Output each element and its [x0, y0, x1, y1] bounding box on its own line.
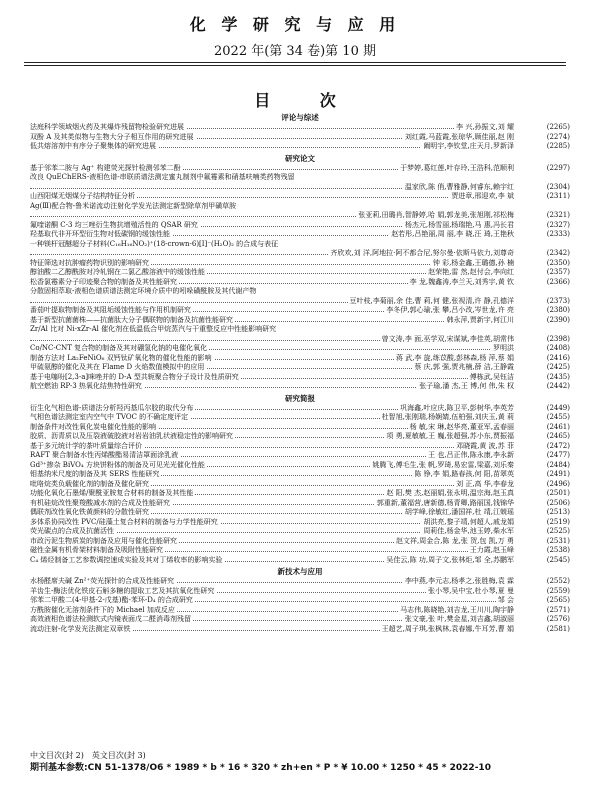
- entry-authors: 傅栋武,吴钰洁: [469, 372, 514, 381]
- entry-title: 气相色谱法测定室内空气中 TVOC 的不确定度评定: [30, 413, 189, 421]
- entry-title: 醇油酸二乙醇酰胺对冷轧钢在二氯乙酸溶液中的缓蚀性能: [30, 268, 205, 276]
- entry-page: (2455): [546, 413, 570, 421]
- entry-page: (2491): [546, 470, 570, 478]
- entry-title: 胶质、沥青质以及压裂液破胶液对岩岩油乳状液稳定性的影响研究: [30, 432, 233, 440]
- entry-title: RAFT 聚合制备水性丙烯酸酯易清洁罩面涂乳液: [30, 451, 179, 459]
- entry-authors: 陈 铮,李 娟,路春孩,何 阳,苗翠英: [414, 470, 514, 478]
- toc-entry[interactable]: [30, 354, 570, 364]
- toc-entry[interactable]: [30, 442, 570, 452]
- toc-entry[interactable]: [30, 556, 570, 566]
- toc-entry[interactable]: [30, 451, 570, 461]
- toc-entry[interactable]: [30, 164, 570, 174]
- toc-entry[interactable]: [30, 240, 570, 259]
- entry-title: 一种镁杆冠醚超分子材料(C₁₆H₁₆NO₂)⁺(18-crown-6)[I]⁻(H₂O)₂ 的合成与表征: [30, 239, 279, 248]
- toc-entry[interactable]: [30, 221, 570, 231]
- entry-page: (2425): [546, 363, 570, 371]
- toc-entry[interactable]: [30, 432, 570, 442]
- entry-title: 有机硅烷改性聚羧酸减水剂的合成及性能研究: [30, 498, 170, 507]
- entry-title: 改良 QuEChERS-液相色谱-串联质谱法测定蜜丸制剂中氟霉素和硝基呋喃类药物残留: [30, 173, 295, 181]
- entry-page: (2519): [546, 517, 570, 526]
- toc-entry[interactable]: [30, 625, 570, 635]
- entry-authors: 张小琴,吴中宝,杜小琴,夏 曼: [428, 586, 514, 595]
- entry-authors: 吴佳云,陈 功,周子文,张林炬,邹 全,苏鹏军: [386, 555, 514, 564]
- toc-title: 目 次: [254, 91, 358, 110]
- entry-title: 基于邻苯二胺与 Ag⁺ 构建荧光探针检测邻苯二酚: [30, 163, 181, 172]
- entry-authors: 杜智旭,张刚瑞,杨娴婧,伍柏强,刘庆玉,黄 莉: [381, 413, 514, 421]
- toc-entry[interactable]: [30, 192, 570, 202]
- entry-page: (2545): [546, 555, 570, 564]
- entry-authors: 钟 彩,杨金鑫,王璐德,孙 楠: [432, 258, 514, 267]
- entry-authors: 张亚莉,田璐肖,智静婷,哈 娟,郭龙美,张旭刚,祁松梅: [358, 211, 514, 219]
- entry-page: (2565): [546, 596, 570, 604]
- entry-page: (2525): [546, 527, 570, 535]
- entry-authors: 温家欣,陈 俏,曹雅静,何睿东,赖宇红: [404, 182, 514, 191]
- entry-authors: 胡学峰,徐敏红,潘国祥,杜 靖,江兢瑶: [404, 508, 514, 516]
- entry-page: (2366): [546, 277, 570, 286]
- toc-entry[interactable]: [30, 316, 570, 326]
- entry-title: 高效液相色谱法检测软式内镜表面戊二醛消毒剂残留: [30, 615, 191, 623]
- entry-authors: 蒋 武,李 旋,练苡酸,彭林森,杨 萍,蔡 娟: [395, 353, 514, 362]
- toc-body: [30, 111, 570, 634]
- entry-page: (2398): [546, 334, 570, 343]
- entry-authors: 蔡 庆,郭 强,贾兆楠,薛 洁,王静霞: [414, 363, 514, 371]
- entry-page: (2327): [546, 220, 570, 229]
- entry-title: 氟喹诺酮 C-3 均三唑衍生物抗增殖活性的 QSAR 研究: [30, 220, 198, 229]
- entry-page: (2390): [546, 315, 570, 324]
- entry-authors: 阚明宇,李钦堂,庄天月,罗新泽: [423, 142, 514, 150]
- entry-title: 流动注射-化学发光法测定双章铁: [30, 624, 131, 633]
- entry-title: 松香氯霉素分子印迹聚合物的制备及其性能研究: [30, 277, 177, 286]
- entry-title: 羊齿生-酶法优化铁皮石斛多糖的提取工艺及其抗氧化性研究: [30, 586, 215, 595]
- entry-title: 功能化氧化石墨烯/聚酰亚胺复合材料的制备及其性能: [30, 489, 194, 497]
- entry-page: (2559): [546, 586, 570, 595]
- entry-title: 偶联剂改性氧化铁黄颜料的分散性研究: [30, 508, 149, 516]
- toc-entry[interactable]: [30, 278, 570, 288]
- entry-authors: 韩永萍,贾新宇,何江川: [446, 315, 514, 324]
- entry-page: (2408): [546, 344, 570, 352]
- abstract-index: 中文目次(封 2) 英文目次(封 3): [30, 751, 146, 760]
- entry-page: (2465): [546, 432, 570, 440]
- entry-title: 双酚 A 及其类似物与生物大分子相互作用的研究进展: [30, 132, 194, 141]
- toc-entry[interactable]: [30, 306, 570, 316]
- toc-entry[interactable]: [30, 404, 570, 414]
- section-heading: 评论与综述: [281, 113, 319, 122]
- entry-page: (2304): [546, 182, 570, 191]
- entry-title: 基于新型抗菌菌株——抗菌肽大分子偶联物的制备及抗菌性能研究: [30, 315, 233, 324]
- entry-page: (2571): [546, 605, 570, 614]
- entry-title: 基于多元统计学的茶叶质量综合评价: [30, 441, 142, 450]
- entry-authors: 项 勇,夏敏敏,王 巍,张超强,苏小东,贾振福: [386, 432, 514, 440]
- toc-entry[interactable]: [30, 596, 570, 606]
- toc-entry[interactable]: [30, 489, 570, 499]
- entry-authors: 赵 阳,樊 杰,赵丽娟,张永明,温宗海,赵玉真: [386, 489, 514, 497]
- toc-entry[interactable]: [30, 325, 570, 344]
- toc-entry[interactable]: [30, 470, 570, 480]
- toc-entry[interactable]: [30, 202, 570, 221]
- entry-authors: 赵荣艳,雷 然,赵付会,李向红: [428, 268, 514, 276]
- entry-page: (2581): [546, 624, 570, 633]
- toc-entry[interactable]: [30, 142, 570, 152]
- entry-title: 方酰胺催化无溶剂条件下的 Michael 加成反应: [30, 605, 175, 614]
- toc-entry[interactable]: [30, 587, 570, 597]
- entry-title: 市政污泥生物质炭的制备及应用与催化性能研究: [30, 536, 177, 545]
- entry-authors: 王超艺,周子琪,张枫林,袁春娜,牛耳芳,曹 娟: [381, 624, 514, 633]
- entry-authors: 杨杰元,杨雪丽,杨瑞艳,马 惠,冯长君: [404, 220, 514, 229]
- entry-title: 水杨醛席夫碱 Zn²⁺荧光探针的合成及性能研究: [30, 577, 175, 585]
- entry-page: (2357): [546, 268, 570, 276]
- toc-entry[interactable]: [30, 133, 570, 143]
- entry-page: (2265): [546, 123, 570, 131]
- toc-entry[interactable]: [30, 173, 570, 192]
- entry-authors: 邹 会: [497, 596, 514, 604]
- toc-entry[interactable]: [30, 344, 570, 354]
- section-heading: 研究简报: [285, 393, 315, 403]
- toc-entry[interactable]: [30, 230, 570, 240]
- toc-entry[interactable]: [30, 527, 570, 537]
- entry-title: 低共熔溶剂中有序分子聚集体的研究进展: [30, 142, 156, 150]
- entry-authors: 刘红霞,马蓝霞,张琼华,顾佳丽,赵 刚: [404, 132, 514, 141]
- toc-entry[interactable]: [30, 287, 570, 306]
- entry-authors: 刘 正,高 华,李春龙: [456, 479, 514, 488]
- entry-title: Co/NC-CNT 复合物的制备及其对硼氢化钠的电催化氧化: [30, 344, 208, 352]
- entry-title: 荧光碳点的合成及抗菌活性: [30, 527, 114, 535]
- toc-entry[interactable]: [30, 382, 570, 392]
- section-heading: 研究论文: [285, 153, 315, 163]
- entry-page: (2513): [546, 508, 570, 516]
- entry-title: 特征筛选对抗肿瘤药物识别的影响研究: [30, 258, 149, 267]
- entry-title: C₄ 烯烃制备工艺参数调控速成实验及其对丁烯收率的影响实验: [30, 555, 223, 564]
- entry-page: (2416): [546, 353, 570, 362]
- toc-entry[interactable]: [30, 123, 570, 133]
- entry-title: Ag(Ⅲ)配合物-鲁米诺流动注射化学发光法测定新型除草剂甲磺草胺: [30, 201, 237, 210]
- entry-page: (2311): [546, 192, 570, 200]
- toc-entry[interactable]: [30, 480, 570, 490]
- entry-page: (2274): [546, 132, 570, 141]
- entry-authors: 王力霞,赵玉峰: [469, 546, 514, 554]
- entry-title: 吡咯烷类负载催化剂的制备及催化研究: [30, 479, 149, 488]
- toc-entry[interactable]: [30, 577, 570, 587]
- toc-entry[interactable]: [30, 518, 570, 528]
- entry-page: (2477): [546, 451, 570, 459]
- entry-page: (2531): [546, 536, 570, 545]
- entry-title: 羟基取代非开环型衍生物对低碳钢的缓蚀性能: [30, 230, 170, 238]
- entry-authors: 巩海鑫,叶应庆,陈卫平,彭树华,李英芳: [400, 403, 514, 412]
- toc-entry[interactable]: [30, 606, 570, 616]
- toc-entry[interactable]: [30, 546, 570, 556]
- entry-page: (2342): [546, 249, 570, 257]
- toc-entry[interactable]: [30, 499, 570, 509]
- entry-page: (2501): [546, 489, 570, 497]
- header-rule-top: [24, 62, 566, 63]
- entry-page: (2435): [546, 372, 570, 381]
- entry-authors: 齐欣欢,刘 洋,阿地拉·阿不都合尼,努尔曼·依斯马依力,刘尊奇: [330, 249, 514, 257]
- entry-page: (2461): [546, 422, 570, 431]
- toc-entry[interactable]: [30, 259, 570, 269]
- footer: [30, 750, 570, 774]
- entry-authors: 王 也,吕正伟,陈永康,李永新: [428, 451, 514, 459]
- entry-title: 航空燃油 RP-3 热氧化结焦特性研究: [30, 382, 142, 390]
- entry-title: 山西阳煤无烟煤分子结构特征分析: [30, 192, 135, 200]
- entry-title: 衍生化气相色谱-质谱法分析羟丙基瓜尔胶的取代分布: [30, 403, 194, 412]
- entry-authors: 杨 敏,宋 琳,赵华亮,董亚军,孟春丽: [409, 422, 514, 431]
- entry-title: 制备条件对改性氧化炭电催化性能的影响: [30, 422, 156, 431]
- entry-title: 钼基纳米尺度的制备及其 SERS 性能研究: [30, 470, 160, 478]
- entry-authors: 赵若彤,吕艳丽,周 丽,李 晓,汪 琦,王艳秋: [391, 230, 514, 238]
- entry-authors: 张子瑜,潘 杰,王 博,何 伟,朱 权: [419, 382, 514, 390]
- entry-page: (2484): [546, 460, 570, 469]
- toc-entry[interactable]: [30, 413, 570, 423]
- entry-page: (2576): [546, 615, 570, 623]
- entry-authors: 于梦婷,葛红莲,叶存玲,王浩科,范顺利: [400, 163, 514, 172]
- entry-authors: 李 兴,孙振文,刘 耀: [456, 123, 514, 131]
- entry-authors: 邓晓霞,黄 波,苏 菲: [456, 441, 514, 450]
- entry-authors: 李 龙,魏鑫涛,李兰天,刘秀宇,黄 钦: [409, 277, 514, 286]
- entry-title: 制备方法对 La₂FeNiO₆ 双钙钛矿氧化物的催化性能的影响: [30, 353, 212, 362]
- issue-line: 2022 年(第 34 卷)第 10 期: [214, 44, 376, 59]
- entry-page: (2297): [546, 163, 570, 172]
- toc-entry[interactable]: [30, 373, 570, 383]
- entry-authors: 贾进章,邢迎欢,李 斌: [451, 192, 514, 200]
- section-heading: 新技术与应用: [277, 567, 323, 576]
- entry-title: 法庭科学领域烟火药及其爆炸残留物检验研究进展: [30, 123, 184, 131]
- toc-entry[interactable]: [30, 363, 570, 373]
- entry-page: (2373): [546, 296, 570, 305]
- entry-page: (2472): [546, 441, 570, 450]
- toc-entry[interactable]: [30, 461, 570, 471]
- entry-authors: 赵文祥,周金合,陈 龙,张 贺,包 凯,万 勇: [395, 536, 514, 545]
- entry-page: (2350): [546, 258, 570, 267]
- entry-title: Gd³⁺掺杂 BiVO₄ 方块饼粉体的制备及可见光光催化性能: [30, 460, 205, 469]
- entry-page: (2552): [546, 577, 570, 585]
- toc-entry[interactable]: [30, 423, 570, 433]
- entry-authors: 郭重新,董福营,唐新德,杨青卿,路丽国,钱锦华: [376, 498, 514, 507]
- journal-title: 化 学 研 究 与 应 用: [189, 15, 401, 34]
- entry-authors: 罗明洪: [493, 344, 514, 352]
- entry-page: (2449): [546, 403, 570, 412]
- entry-page: (2380): [546, 306, 570, 314]
- entry-authors: 李中燕,李元志,杨孝之,张胜梅,袁 霖: [404, 577, 514, 585]
- entry-authors: 周莉佳,杨金华,池玉婷,柴水军: [423, 527, 514, 535]
- entry-page: (2442): [546, 382, 570, 390]
- entry-page: (2321): [546, 211, 570, 219]
- entry-page: (2285): [546, 142, 570, 150]
- toc-entry[interactable]: [30, 268, 570, 278]
- entry-page: (2333): [546, 230, 570, 238]
- entry-authors: 李冬伊,郭心瑜,张 攀,吕小改,岑世龙,许 亮: [386, 306, 514, 314]
- entry-title: 多体系协同改性 PVC/硅藻土复合材料的制备与力学性能研究: [30, 517, 218, 526]
- entry-authors: 豆叶枝,李菊丽,余 佳,曹 莉,何 健,张视清,许 静,孔德洋: [349, 296, 514, 305]
- entry-page: (2496): [546, 479, 570, 488]
- entry-authors: 曾文涛,李 面,巫学双,宋谋斌,李佳英,胡常伟: [381, 334, 514, 343]
- entry-authors: 张文豪,张 叶,樊金星,刘吉鑫,胡淑丽: [404, 615, 514, 623]
- toc-entry[interactable]: [30, 537, 570, 547]
- entry-title: Zr/Al 比对 Ni-xZr-Al 催化剂在低温低合甲烷蒸汽与干重整反应中性能影响研究: [30, 325, 277, 333]
- entry-page: (2538): [546, 546, 570, 554]
- header-rule-bottom: [24, 65, 566, 66]
- entry-title: 磁性金属有机骨架材料制备及吸附性能研究: [30, 546, 163, 554]
- toc-entry[interactable]: [30, 508, 570, 518]
- entry-page: (2506): [546, 498, 570, 507]
- entry-title: 甲硫氨醇的催化及其在 Flame D 火焰数值模拟中的应用: [30, 363, 205, 371]
- publication-code: 期刊基本参数:CN 51-1378/O6 * 1989 * b * 16 * 320 * zh+en * P * ¥ 10.00 * 1250 * 45 * 2022-10: [30, 763, 491, 773]
- entry-title: 分散固相萃取-液相色谱质谱法测定环境介质中的吲哚磺酰胺及其代谢产物: [30, 287, 257, 295]
- entry-authors: 姚腾飞,傅毛生,张 帆,罗琦,易宏雷,梁嘉,刘乐秦: [372, 460, 514, 469]
- entry-title: 番茄叶提取物制备及其阻垢缓蚀性能与作用机制研究: [30, 306, 191, 314]
- entry-title: 邻苯二甲酸二(4-甲基-2-戊基)酯-苯环-D₄ 的合成研究: [30, 596, 193, 604]
- entry-authors: 胡洪亮,黎子靖,何超人,戚龙娟: [423, 517, 514, 526]
- entry-title: 基于电噻吩[2,3-a]咪唑并的 D-A 型共轭聚合物分子设计及性质研究: [30, 372, 239, 381]
- entry-authors: 马志伟,陈晓艳,刘吉龙,王川川,陶宇静: [400, 605, 514, 614]
- toc-entry[interactable]: [30, 615, 570, 625]
